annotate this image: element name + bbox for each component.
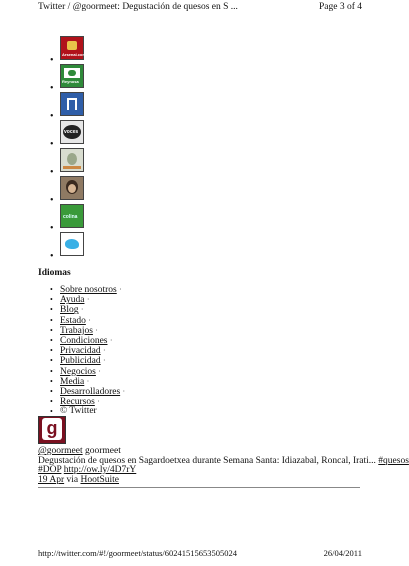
link-blog[interactable]: Blog [60,305,79,316]
twitter-bird-icon[interactable] [60,232,84,256]
link-media[interactable]: Media [60,376,85,387]
footer-links-list [50,285,125,417]
list-item [50,356,125,366]
list-item [50,387,125,397]
via-label: via [66,474,79,485]
shield-icon [64,68,80,78]
list-item [50,326,125,336]
page-url: http://twitter.com/#!/goormeet/status/60241515653505024 [38,548,238,558]
tweet-username-link[interactable]: @goormeet [38,446,83,456]
green-avatar-icon[interactable] [60,204,84,228]
reynosa-avatar-icon[interactable] [60,64,84,88]
page-title: Twitter / @goormeet: Degustación de quesos en S ... [38,2,238,12]
tweet [38,446,409,485]
tweet-text: Degustación de quesos en Sagardoetxea durante Semana Santa: Idiazabal, Roncal, Irati... [38,455,376,466]
avatar-label: Reynosa [62,79,79,84]
face-icon [67,153,77,165]
bird-icon [65,239,79,249]
separator: · [103,346,106,356]
separator: · [97,397,100,407]
separator: · [103,356,106,366]
separator: · [88,315,91,325]
list-item [50,316,125,326]
print-date: 26/04/2011 [323,548,362,558]
avatar-label: colina [63,214,78,220]
link-estado[interactable]: Estado [60,315,86,326]
list-item [50,305,125,315]
hashtag-dop-link[interactable]: #DOP [38,465,62,476]
link-trabajos[interactable]: Trabajos [60,325,93,336]
tweet-display-name: goormeet [85,446,121,456]
separator: · [119,285,122,294]
link-condiciones[interactable]: Condiciones [60,336,108,347]
separator: · [95,325,98,335]
list-item [50,367,125,377]
print-footer [38,548,362,560]
divider [38,487,360,488]
voces-avatar-icon[interactable] [60,120,84,144]
separator: · [98,366,101,376]
hashtag-quesos-link[interactable]: #quesos [378,455,409,466]
photo-avatar-icon[interactable] [60,176,84,200]
print-header [38,2,362,14]
separator: · [86,295,90,305]
copyright-text: © Twitter [60,406,97,417]
idiomas-heading: Idiomas [38,268,71,278]
goormeet-logo-icon: g [42,418,62,440]
separator: · [80,305,84,315]
separator: · [122,387,126,397]
person-avatar-icon[interactable] [60,148,84,172]
portrait-icon [66,180,78,194]
hootsuite-link[interactable]: HootSuite [80,474,120,485]
goormeet-avatar[interactable] [38,416,66,444]
link-negocios[interactable]: Negocios [60,366,96,377]
avatar-label: Arsenal.com [62,52,87,57]
page-number: Page 3 of 4 [318,2,362,12]
avatar-label: voces [64,129,79,135]
separator: · [86,376,90,386]
tweet-url-link[interactable]: http://ow.ly/4D7rY [63,465,137,476]
house-avatar-icon[interactable] [60,92,84,116]
list-item [50,285,125,295]
link-ayuda[interactable]: Ayuda [60,295,85,306]
list-item [50,377,125,387]
link-sobre-nosotros[interactable]: Sobre nosotros [60,285,117,295]
link-recursos[interactable]: Recursos [60,397,95,408]
tweet-date-link[interactable]: 19 Apr [38,474,65,485]
separator: · [109,336,113,346]
link-publicidad[interactable]: Publicidad [60,356,101,367]
list-item [50,346,125,356]
crest-icon [67,41,77,50]
list-item [50,295,125,305]
list-item [50,336,125,346]
arsenal-avatar-icon[interactable] [60,36,87,60]
house-icon [67,98,77,110]
link-desarrolladores[interactable]: Desarrolladores [60,387,121,398]
link-privacidad[interactable]: Privacidad [60,346,101,357]
